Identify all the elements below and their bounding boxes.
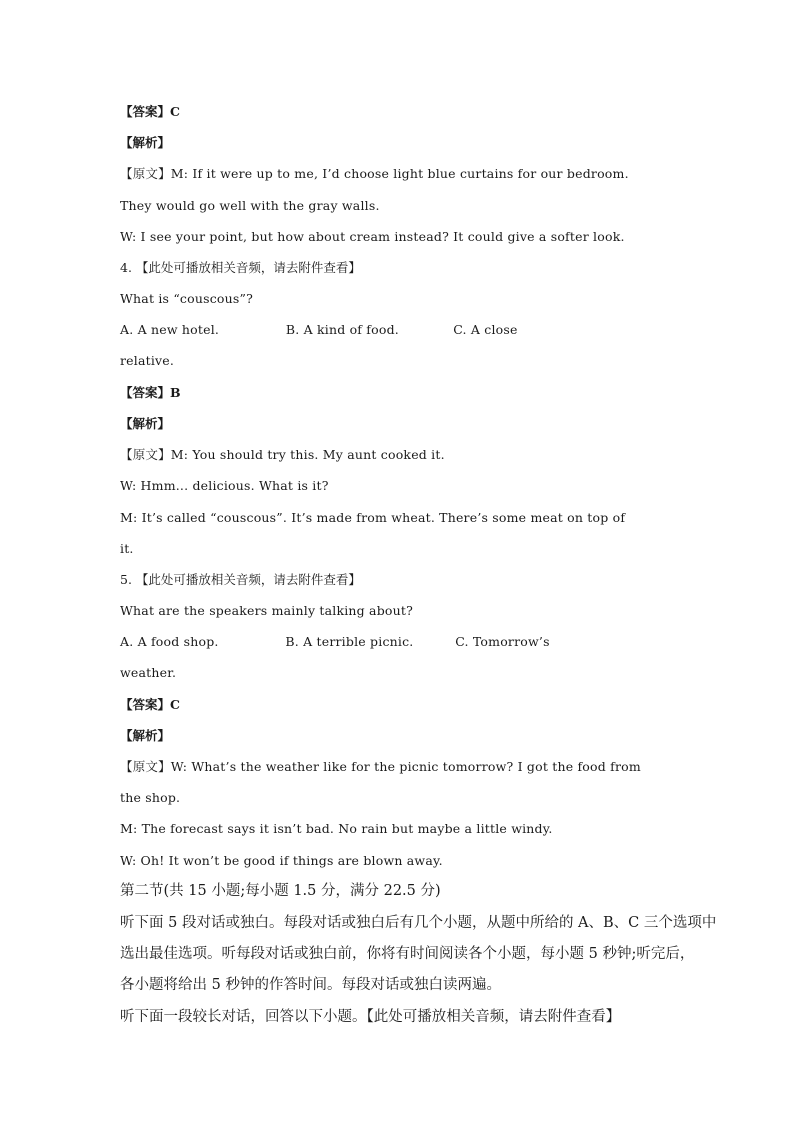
question-5-options-cont: weather. [120, 665, 177, 680]
transcript-5-line1: 【原文】W: What’s the weather like for the picnic tomorrow? I got the food from [120, 759, 641, 774]
transcript-4-line2: W: Hmm... delicious. What is it? [120, 478, 329, 493]
question-5-heading: 5. 【此处可播放相关音频，请去附件查看】 [120, 572, 361, 587]
answer-5: 【答案】C [120, 697, 180, 712]
analysis-4: 【解析】 [120, 416, 171, 431]
transcript-4-line3: M: It’s called “couscous”. It’s made from wheat. There’s some meat on top of [120, 510, 626, 525]
long-dialogue-intro: 听下面一段较长对话，回答以下小题。【此处可播放相关音频，请去附件查看】 [120, 1009, 621, 1025]
transcript-5-line3: M: The forecast says it isn’t bad. No rain but maybe a little windy. [120, 821, 553, 836]
question-5-options: A. A food shop. B. A terrible picnic. C. Tomorrow’s [120, 634, 550, 649]
question-4-stem: What is “couscous”? [120, 291, 253, 306]
transcript-3-line2: They would go well with the gray walls. [120, 198, 380, 213]
question-4-options-cont: relative. [120, 353, 175, 368]
transcript-5-line2: the shop. [120, 790, 181, 805]
answer-4: 【答案】B [120, 385, 181, 400]
section-2-title: 第二节(共 15 小题;每小题 1.5 分，满分 22.5 分) [120, 883, 441, 899]
section-2-instructions-line3: 各小题将给出 5 秒钟的作答时间。每段对话或独白读两遍。 [120, 977, 501, 993]
transcript-5-line4: W: Oh! It won’t be good if things are blown away. [120, 853, 443, 868]
section-2-instructions-line1: 听下面 5 段对话或独白。每段对话或独白后有几个小题，从题中所给的 A、B、C 三个选项中 [120, 915, 717, 931]
transcript-4-line4: it. [120, 541, 134, 556]
transcript-4-line1: 【原文】M: You should try this. My aunt cooked it. [120, 447, 445, 462]
analysis-5: 【解析】 [120, 728, 171, 743]
transcript-3-line3: W: I see your point, but how about cream instead? It could give a softer look. [120, 229, 625, 244]
transcript-3-line1: 【原文】M: If it were up to me, I’d choose light blue curtains for our bedroom. [120, 166, 629, 181]
question-4-options: A. A new hotel. B. A kind of food. C. A close [120, 322, 518, 337]
answer-3: 【答案】C [120, 104, 180, 119]
analysis-3: 【解析】 [120, 135, 171, 150]
question-4-heading: 4. 【此处可播放相关音频，请去附件查看】 [120, 260, 361, 275]
question-5-stem: What are the speakers mainly talking about? [120, 603, 414, 618]
section-2-instructions-line2: 选出最佳选项。听每段对话或独白前，你将有时间阅读各个小题，每小题 5 秒钟;听完后， [120, 946, 695, 962]
